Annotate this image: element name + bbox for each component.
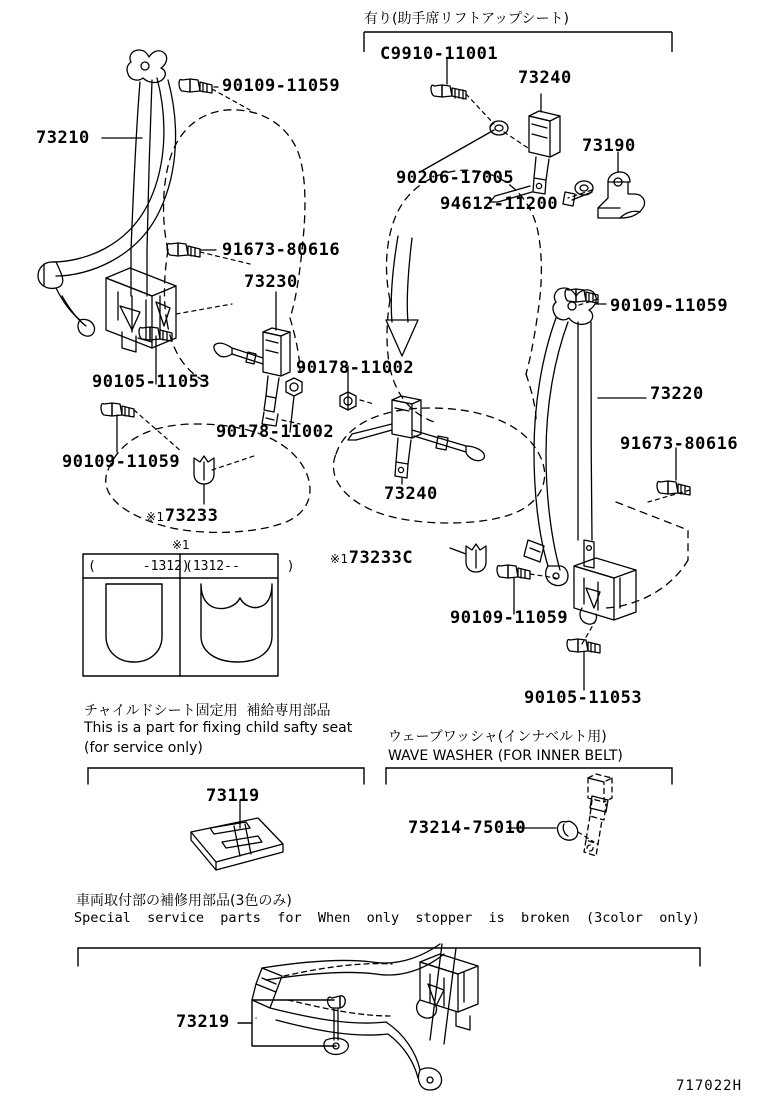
washer-73214-75010 (557, 821, 577, 840)
nut-90178-11002-a (286, 378, 302, 396)
label-73240-top: 73240 (518, 68, 572, 88)
child-seat-caption-en2: (for service only) (84, 740, 203, 756)
bracket-73190 (598, 172, 645, 218)
bottom-assembly (252, 944, 478, 1090)
label-73233: ※173233 (146, 506, 219, 526)
plate-73119 (191, 818, 283, 870)
label-73190: 73190 (582, 136, 636, 156)
label-73119: 73119 (206, 786, 260, 806)
label-73233c: ※173233C (330, 548, 414, 568)
label-90206-17005: 90206-17005 (396, 168, 515, 188)
buckle-73240-top (490, 111, 575, 206)
diagram-id: 717022H (676, 1078, 743, 1094)
reference-mark-1-c: ※1 (330, 552, 349, 566)
label-c9910-11001: C9910-11001 (380, 44, 499, 64)
label-90105-11053-b: 90105-11053 (524, 688, 643, 708)
clip-73233 (194, 456, 214, 484)
reference-mark-1: ※1 (146, 510, 165, 524)
table-reference-mark: ※1 (172, 538, 190, 552)
inner-belt-buckle (584, 774, 612, 856)
label-90109-11059-b: 90109-11059 (62, 452, 181, 472)
table-header-after-1312: (1312-- ) (185, 559, 295, 574)
label-73220: 73220 (650, 384, 704, 404)
child-seat-shape-old (106, 584, 162, 662)
bolt-91673-80616-b (657, 481, 690, 495)
label-90105-11053-a: 90105-11053 (92, 372, 211, 392)
label-90109-11059-a: 90109-11059 (222, 76, 341, 96)
table-header-before-1312: ( -1312) (88, 559, 190, 574)
label-73214-75010: 73214-75010 (408, 818, 527, 838)
child-seat-shape-new (201, 584, 272, 662)
label-90178-11002-a: 90178-11002 (296, 358, 415, 378)
label-90109-11059-c: 90109-11059 (610, 296, 729, 316)
special-service-caption-en: Special service parts for When only stopper is broken (3color only) (74, 910, 700, 926)
bolt-c9910-11001 (431, 85, 466, 99)
bolt-90109-11059-a (179, 79, 212, 93)
label-94612-11200: 94612-11200 (440, 194, 559, 214)
label-73230: 73230 (244, 272, 298, 292)
right-retractor (574, 540, 636, 624)
child-seat-bracket-frame (88, 768, 364, 784)
wave-washer-caption-en: WAVE WASHER (FOR INNER BELT) (388, 748, 623, 764)
direction-arrow (386, 236, 418, 356)
buckle-73230 (214, 328, 290, 426)
bolt-91673-80616-a (167, 243, 200, 257)
right-lower-guide (606, 502, 688, 608)
lift-up-seat-caption: 有り(助手席リフトアップシート) (364, 11, 569, 27)
left-belt-guide (56, 288, 95, 336)
child-seat-caption-jp: チャイルドシート固定用 補給専用部品 (84, 703, 331, 719)
clip-73233c (466, 544, 486, 572)
label-90178-11002-b: 90178-11002 (216, 422, 335, 442)
child-seat-caption-en1: This is a part for fixing child safty seat (84, 720, 353, 736)
right-seat-cushion (333, 408, 544, 523)
special-service-caption-jp: 車両取付部の補修用部品(3色のみ) (76, 893, 292, 909)
belt-73210 (38, 50, 176, 296)
label-73210: 73210 (36, 128, 90, 148)
wave-washer-frame (386, 768, 672, 784)
wave-washer-caption-jp: ウェーブワッシャ(インナベルト用) (388, 729, 607, 745)
label-91673-80616-a: 91673-80616 (222, 240, 341, 260)
bolt-90109-11059-c (497, 565, 530, 579)
label-90109-11059-d: 90109-11059 (450, 608, 569, 628)
label-73219: 73219 (176, 1012, 230, 1032)
label-91673-80616-b: 91673-80616 (620, 434, 739, 454)
label-73240-mid: 73240 (384, 484, 438, 504)
